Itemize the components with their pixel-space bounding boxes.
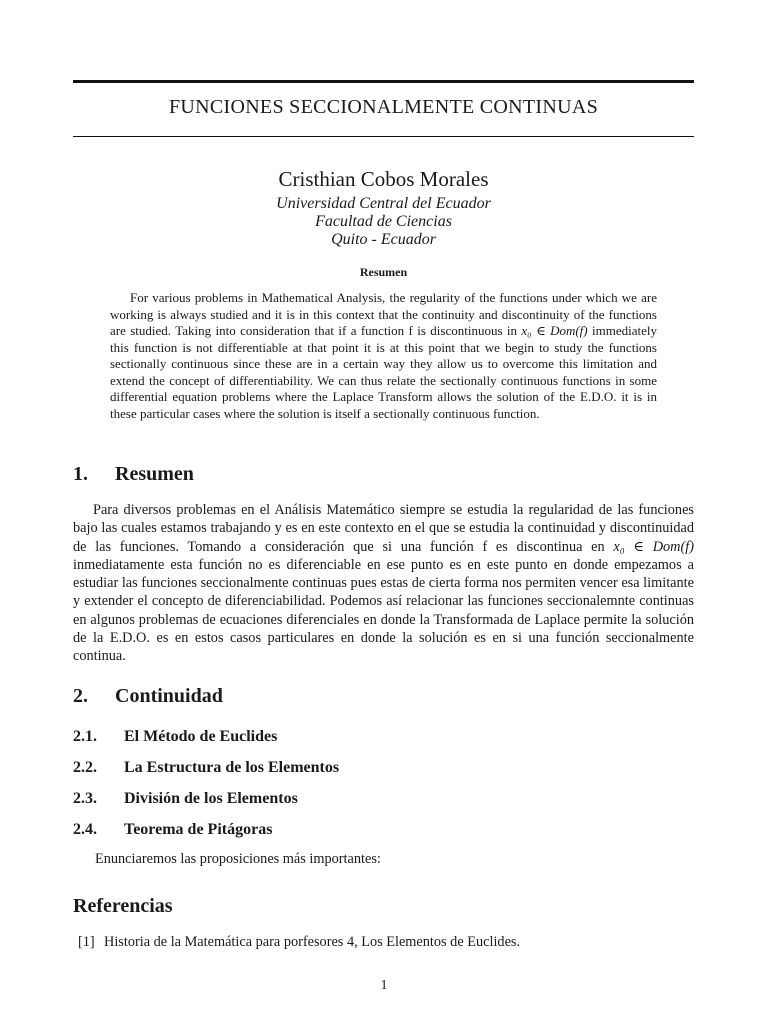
section-2-title: Continuidad	[115, 685, 223, 707]
references-heading: Referencias	[73, 895, 173, 917]
affiliation-university: Universidad Central del Ecuador	[276, 195, 491, 212]
subsection-2-3-heading	[73, 790, 298, 808]
reference-tag: [1]	[78, 934, 95, 950]
section-1-math: x₀ ∈ Dom(f)	[613, 538, 694, 555]
author-name: Cristhian Cobos Morales	[278, 167, 489, 191]
reference-item	[78, 934, 520, 951]
subsection-2-3-title: División de los Elementos	[124, 790, 298, 807]
section-2-number: 2.	[73, 685, 88, 707]
subsection-2-2-heading	[73, 759, 339, 777]
section-2-heading	[73, 685, 223, 708]
reference-text: Historia de la Matemática para porfesores 4, Los Elementos de Euclides.	[104, 934, 521, 950]
section-1-heading	[73, 463, 194, 486]
section-2-closing-text: Enunciaremos las proposiciones más importantes:	[95, 851, 381, 867]
subsection-2-1-title: El Método de Euclides	[124, 728, 278, 745]
abstract-math: x₀ ∈ Dom(f)	[521, 323, 588, 338]
abstract-text	[110, 290, 657, 422]
abstract-heading: Resumen	[359, 265, 408, 279]
section-1-paragraph	[73, 501, 694, 666]
section-1-text-part-1: Para diversos problemas en el Análisis Matemático siempre se estudia la regularidad de las funciones bajo las cuales estamos trabajando y es en este contexto en el que se estudia la continuidad y discontinuidad de las funciones. Tomando a consideración que si una función f es discontinua en	[73, 502, 694, 555]
subsection-2-4-number: 2.4.	[73, 821, 97, 838]
subsection-2-4-title: Teorema de Pitágoras	[124, 821, 273, 838]
affiliation-faculty: Facultad de Ciencias	[315, 213, 452, 230]
subsection-2-1-heading	[73, 728, 277, 746]
title-top-rule	[73, 80, 694, 83]
paper-title: FUNCIONES SECCIONALMENTE CONTINUAS	[168, 96, 599, 118]
abstract-text-part-1: For various problems in Mathematical Analysis, the regularity of the functions under which we are working is always studied and it is in this context that the continuity and discontinuity of the functions are studied. Taking into consideration that if a function f is discontinuous in	[110, 290, 657, 338]
subsection-2-1-number: 2.1.	[73, 728, 97, 745]
title-bottom-rule	[73, 136, 694, 137]
subsection-2-2-number: 2.2.	[73, 759, 97, 776]
page-number: 1	[380, 978, 388, 993]
section-1-number: 1.	[73, 463, 88, 485]
subsection-2-3-number: 2.3.	[73, 790, 97, 807]
affiliation	[73, 195, 694, 249]
section-1-title: Resumen	[115, 463, 194, 485]
subsection-2-2-title: La Estructura de los Elementos	[124, 759, 340, 776]
abstract-text-part-2: immediately this function is not differentiable at that point it is at this point that we begin to study the functions sectionally continuous since these are in a certain way they allow us to overcome this limitation and extend the concept of differentiability. We can thus relate the sectionally continuous functions in some differential equation problems where the Laplace Transform allows the solution of the E.D.O. it is in these particular cases where the solution is itself a sectionally continuous function.	[110, 323, 657, 421]
subsection-2-4-heading	[73, 821, 272, 839]
section-1-text-part-2: inmediatamente esta función no es diferenciable en ese punto es en este punto en donde empezamos a estudiar las funciones seccionalmente continuas pues estas de cierta forma nos permiten vencer esa limitante y extender el concepto de diferenciabilidad. Podemos así relacionar las funciones seccionalemnte continuas en algunos problemas de ecuaciones diferenciales en donde la Transformada de Laplace permite la solución de la E.D.O. es en estos casos particulares en donde la solución es en si una función seccionalmente continua.	[73, 556, 694, 665]
affiliation-location: Quito - Ecuador	[331, 231, 436, 248]
